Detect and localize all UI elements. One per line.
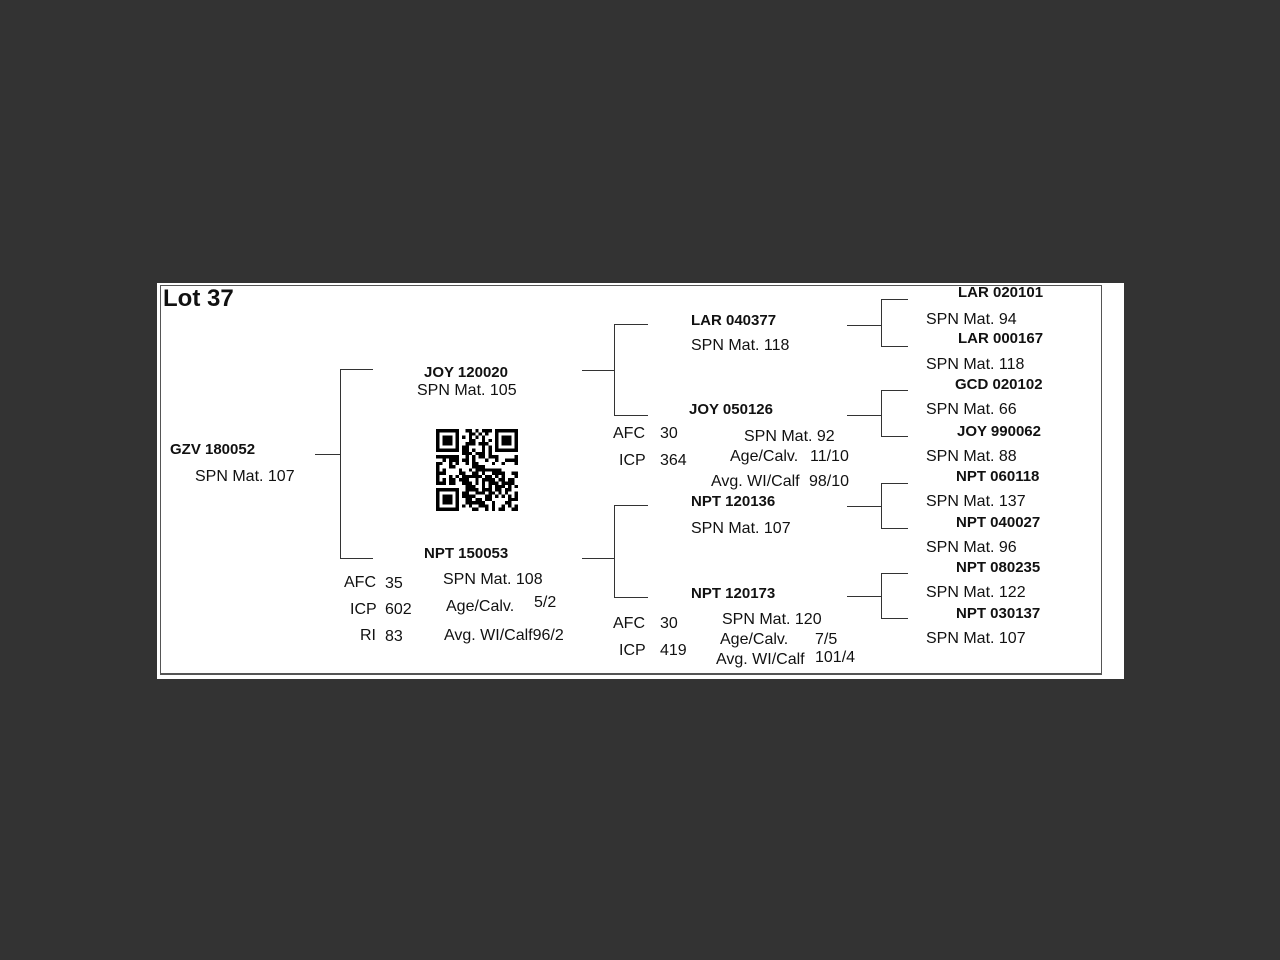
granddam-paternal-age-label: Age/Calv. <box>730 448 799 465</box>
granddam-paternal-spn: SPN Mat. 92 <box>744 428 835 445</box>
granddam-maternal-spn: SPN Mat. 120 <box>722 611 822 628</box>
granddam-paternal-wi-label: Avg. WI/Calf <box>711 473 800 490</box>
granddam-maternal-afc-label: AFC <box>613 615 645 632</box>
ggp-1-spn: SPN Mat. 94 <box>926 311 1017 328</box>
granddam-maternal-icp-value: 419 <box>660 642 687 659</box>
granddam-paternal-icp-label: ICP <box>619 452 646 469</box>
connector-line <box>881 299 908 300</box>
granddam-paternal-id: JOY 050126 <box>689 401 773 418</box>
connector-line <box>614 597 648 598</box>
connector-line <box>614 415 648 416</box>
connector-line <box>340 369 373 370</box>
ggp-8-id: NPT 030137 <box>956 605 1041 622</box>
connector-line <box>582 370 615 371</box>
granddam-maternal-id: NPT 120173 <box>691 585 776 602</box>
connector-line <box>881 573 908 574</box>
connector-line <box>315 454 341 455</box>
lot-title: Lot 37 <box>163 285 234 312</box>
ggp-7-spn: SPN Mat. 122 <box>926 584 1026 601</box>
connector-line <box>881 390 908 391</box>
connector-line <box>881 390 882 437</box>
connector-line <box>881 299 882 347</box>
ggp-4-spn: SPN Mat. 88 <box>926 448 1017 465</box>
connector-line <box>340 369 341 559</box>
granddam-paternal-icp-value: 364 <box>660 452 687 469</box>
dam-ri-label: RI <box>360 627 376 644</box>
granddam-maternal-wi-label: Avg. WI/Calf <box>716 651 805 668</box>
connector-line <box>847 506 882 507</box>
connector-line <box>881 528 908 529</box>
sire-id: JOY 120020 <box>424 364 508 381</box>
dam-id: NPT 150053 <box>424 545 509 562</box>
granddam-paternal-afc-value: 30 <box>660 425 678 442</box>
connector-line <box>614 324 648 325</box>
ggp-5-id: NPT 060118 <box>956 468 1040 485</box>
grandsire-maternal-spn: SPN Mat. 107 <box>691 520 791 537</box>
connector-line <box>881 346 908 347</box>
granddam-maternal-icp-label: ICP <box>619 642 646 659</box>
grandsire-maternal-id: NPT 120136 <box>691 493 776 510</box>
granddam-maternal-age-value: 7/5 <box>815 631 838 648</box>
subject-id: GZV 180052 <box>170 441 256 458</box>
sire-spn: SPN Mat. 105 <box>417 382 517 399</box>
subject-spn: SPN Mat. 107 <box>195 468 295 485</box>
connector-line <box>340 558 373 559</box>
granddam-maternal-afc-value: 30 <box>660 615 678 632</box>
connector-line <box>881 483 908 484</box>
granddam-paternal-afc-label: AFC <box>613 425 645 442</box>
dam-icp-value: 602 <box>385 601 412 618</box>
granddam-maternal-wi-value: 101/4 <box>815 649 856 666</box>
ggp-5-spn: SPN Mat. 137 <box>926 493 1026 510</box>
connector-line <box>614 505 648 506</box>
pedigree-card <box>157 283 1124 679</box>
dam-age-value: 5/2 <box>534 594 557 611</box>
ggp-8-spn: SPN Mat. 107 <box>926 630 1026 647</box>
ggp-4-id: JOY 990062 <box>957 423 1041 440</box>
grandsire-paternal-spn: SPN Mat. 118 <box>691 337 790 354</box>
connector-line <box>881 483 882 529</box>
dam-afc-label: AFC <box>344 574 376 591</box>
dam-age-label: Age/Calv. <box>446 598 515 615</box>
connector-line <box>614 324 615 416</box>
granddam-paternal-age-value: 11/10 <box>810 448 849 465</box>
connector-line <box>847 596 882 597</box>
granddam-maternal-age-label: Age/Calv. <box>720 631 789 648</box>
ggp-3-id: GCD 020102 <box>955 376 1043 393</box>
dam-icp-label: ICP <box>350 601 377 618</box>
ggp-1-id: LAR 020101 <box>958 284 1044 301</box>
connector-line <box>881 618 908 619</box>
dam-spn: SPN Mat. 108 <box>443 571 543 588</box>
connector-line <box>881 436 908 437</box>
granddam-paternal-wi-value: 98/10 <box>809 473 850 490</box>
connector-line <box>847 325 882 326</box>
connector-line <box>614 505 615 598</box>
connector-line <box>847 415 882 416</box>
ggp-6-spn: SPN Mat. 96 <box>926 539 1017 556</box>
ggp-2-spn: SPN Mat. 118 <box>926 356 1025 373</box>
ggp-3-spn: SPN Mat. 66 <box>926 401 1017 418</box>
ggp-6-id: NPT 040027 <box>956 514 1041 531</box>
grandsire-paternal-id: LAR 040377 <box>691 312 777 329</box>
ggp-2-id: LAR 000167 <box>958 330 1044 347</box>
dam-wi: Avg. WI/Calf96/2 <box>444 627 564 644</box>
ggp-7-id: NPT 080235 <box>956 559 1041 576</box>
dam-ri-value: 83 <box>385 628 403 645</box>
connector-line <box>582 558 615 559</box>
connector-line <box>881 573 882 619</box>
qr-code-image <box>436 429 518 511</box>
dam-afc-value: 35 <box>385 575 403 592</box>
